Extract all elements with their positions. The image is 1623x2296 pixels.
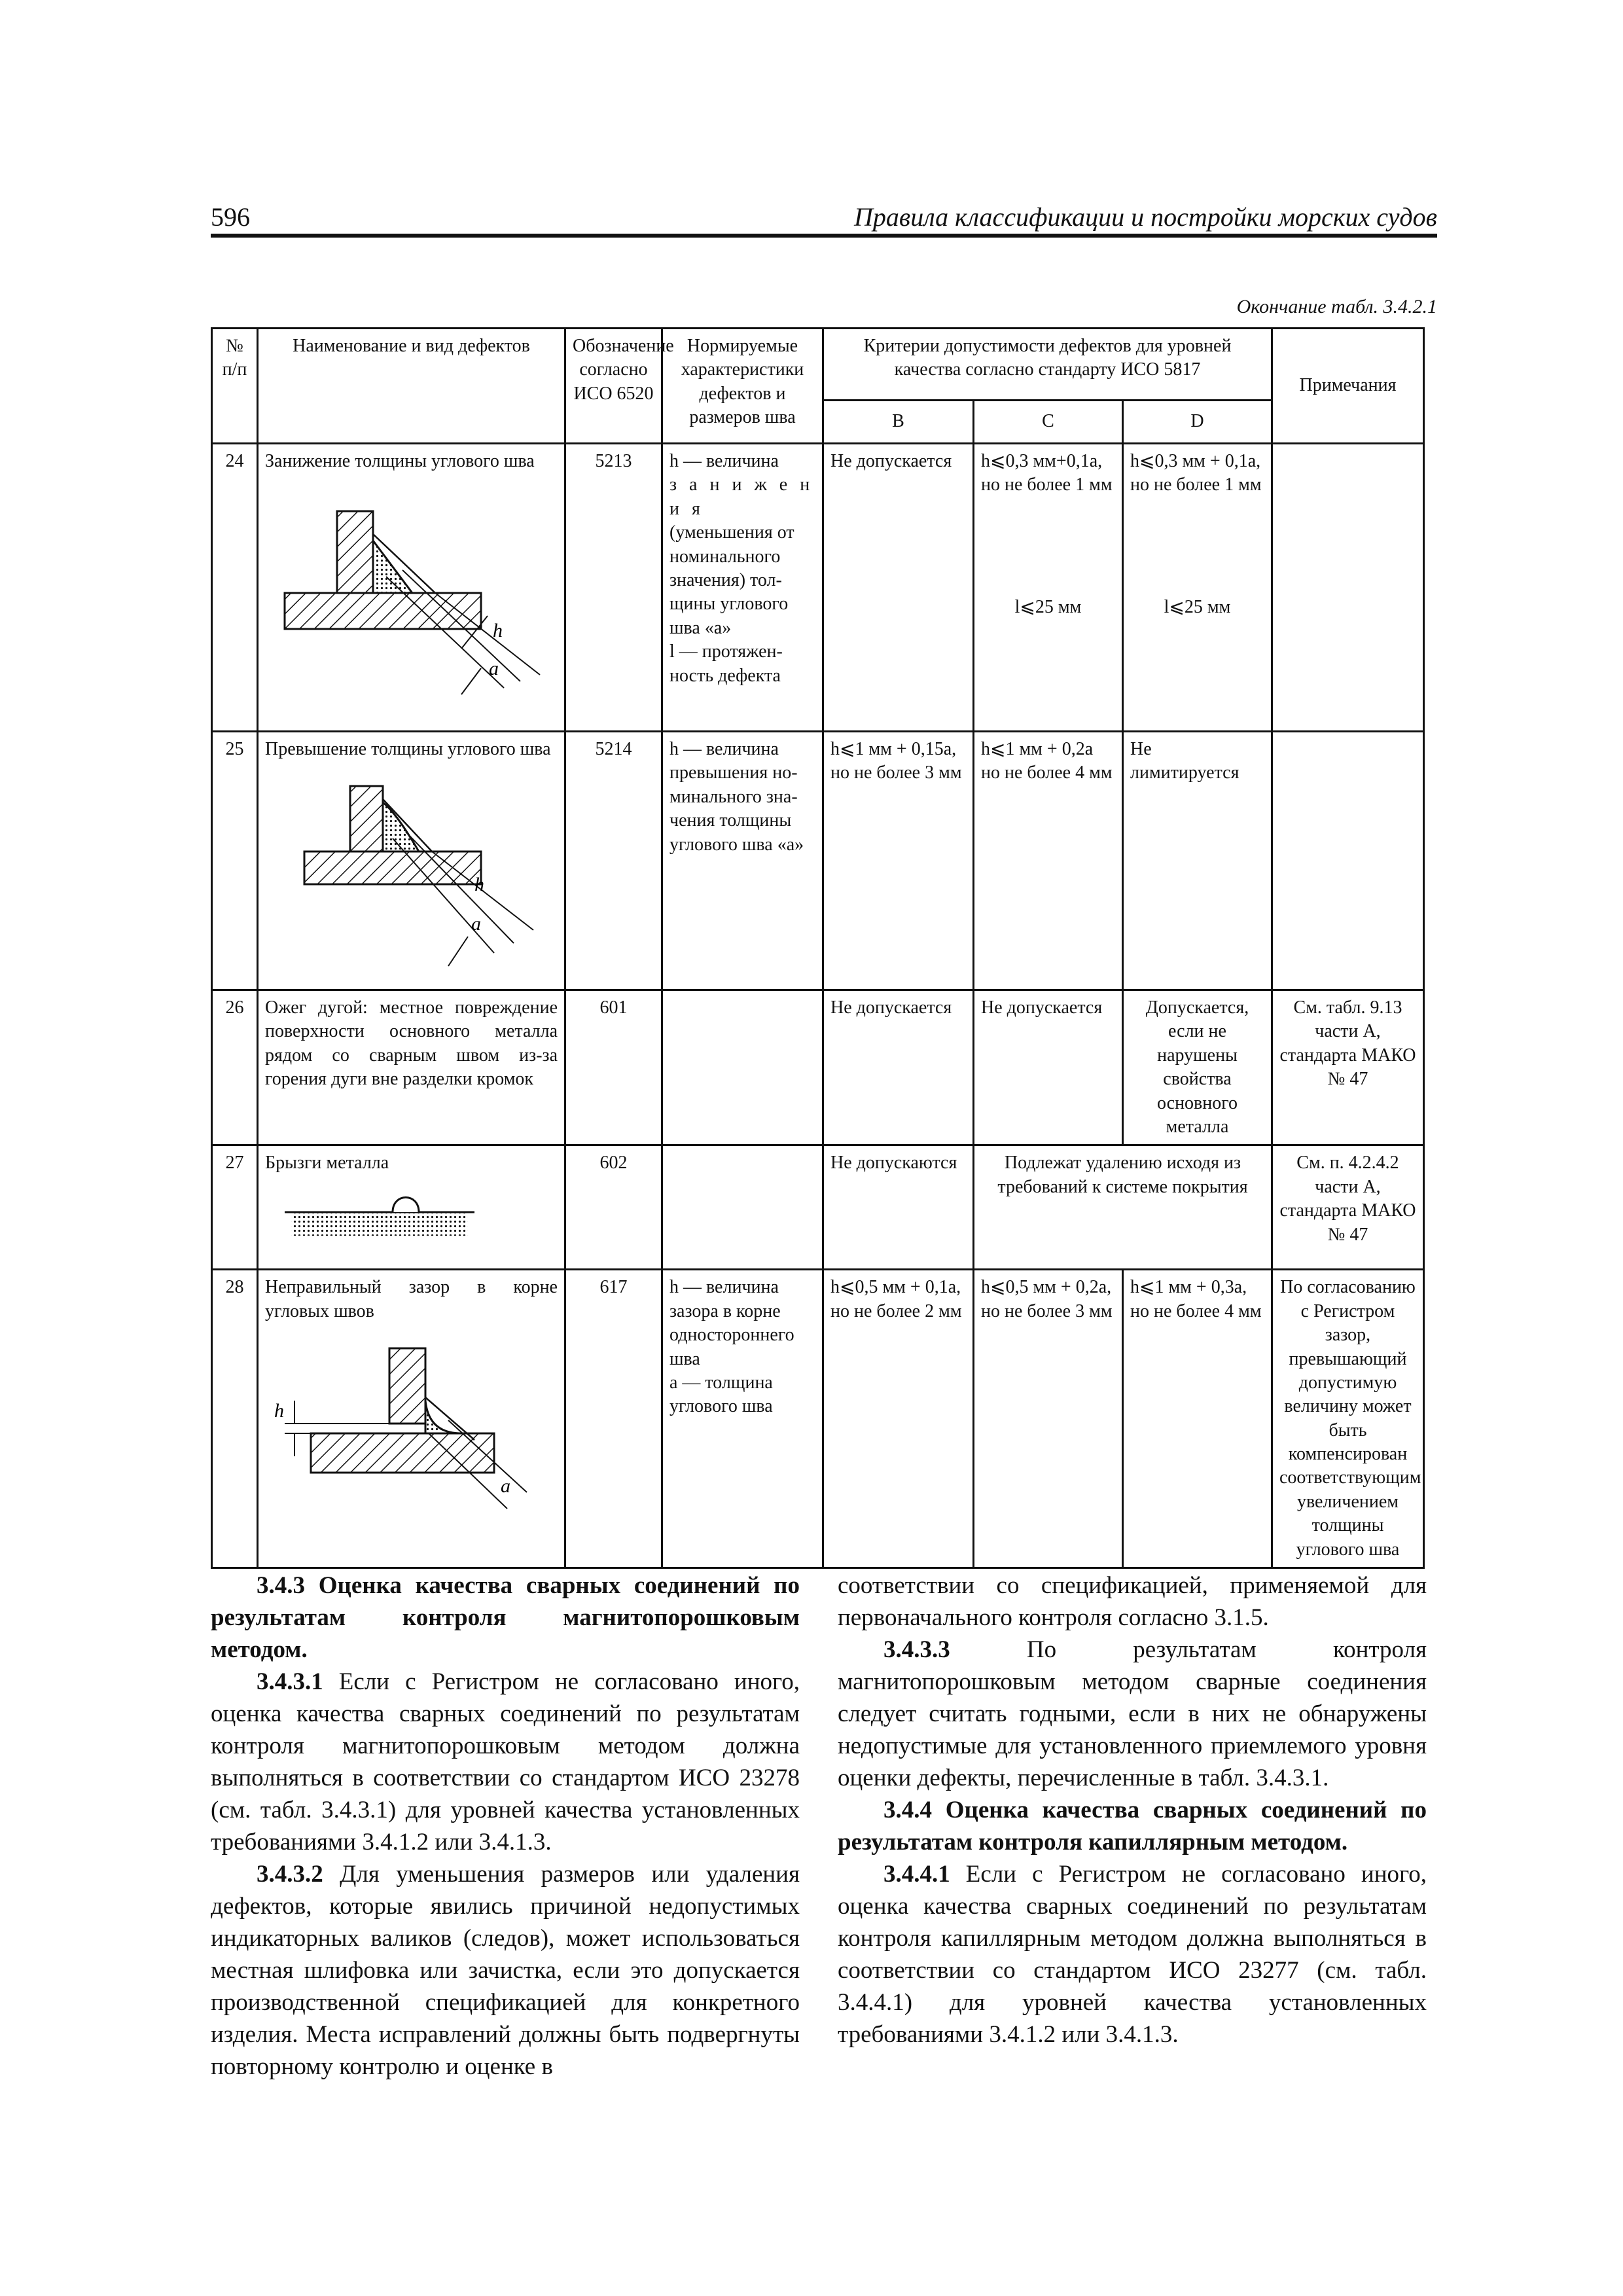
row-num: 26 [212, 990, 258, 1145]
note-cell: По согласованию с Регистром зазор, превышающий допустимую величину может быть компенсирован соответствующим увеличением толщины углового шва [1272, 1270, 1424, 1568]
note-cell [1272, 732, 1424, 990]
level-d-length: l⩽25 мм [1164, 596, 1231, 617]
table-row [212, 1145, 1424, 1270]
excess-weld-figure [265, 773, 553, 969]
defect-name: Превышение толщины углового шва [265, 739, 551, 759]
level-b-value: Не допускается [823, 990, 974, 1145]
char-line: превышения но- [669, 762, 798, 783]
figure-label-h: h [493, 620, 503, 642]
iso-code: 617 [565, 1270, 662, 1568]
spatter-figure [265, 1187, 553, 1240]
level-c-length: l⩽25 мм [1014, 596, 1082, 617]
char-line: зазора в корне [669, 1300, 781, 1321]
header-characteristics: Нормируемые характеристики дефектов и размеров шва [662, 329, 823, 444]
table-caption: Окончание табл. 3.4.2.1 [1236, 296, 1437, 317]
level-b-value: h⩽0,5 мм + 0,1a, [830, 1277, 961, 1298]
level-b-value: Не допускаются [823, 1145, 974, 1270]
level-cd-value: Подлежат удалению исходя из требований к системе покрытия [974, 1145, 1272, 1270]
level-b-value: но не более 2 мм [830, 1300, 962, 1321]
root-gap-figure [265, 1335, 553, 1518]
para-num-3-4-3-2: 3.4.3.2 [257, 1861, 323, 1888]
para-3-4-3-2: Для уменьшения размеров или удаления дефектов, которые явились причиной недопустимых индикаторных валиков (следов), может использоваться местная шлифовка или зачистка, если это допускается производственной спецификацией для конкретного изделия. Места исправлений должны быть подвергнуты повторному контролю и оценке в [211, 1861, 800, 2080]
char-line: одностороннего [669, 1325, 794, 1346]
char-line: ность дефекта [669, 665, 781, 686]
char-line: (уменьшения от [669, 522, 794, 543]
right-column [838, 1570, 1427, 2051]
level-b-value: но не более 3 мм [830, 762, 962, 783]
level-d-value: h⩽1 мм + 0,3a, [1130, 1277, 1247, 1298]
row-num: 28 [212, 1270, 258, 1568]
figure-label-h: h [274, 1400, 284, 1422]
level-d-value: но не более 1 мм [1130, 475, 1262, 495]
table-row [212, 732, 1424, 990]
characteristics-cell [662, 1270, 823, 1568]
char-line: углового шва [669, 1396, 773, 1417]
level-c-value: но не более 3 мм [981, 1300, 1113, 1321]
characteristics-cell [662, 1145, 823, 1270]
iso-code: 5213 [565, 444, 662, 732]
header-designation: Обозначение согласно ИСО 6520 [565, 329, 662, 444]
row-num: 25 [212, 732, 258, 990]
char-line: углового шва «a» [669, 834, 804, 855]
level-b-value: Не допускается [823, 444, 974, 732]
char-line: h — величина [669, 739, 779, 759]
figure-label-a: a [471, 913, 481, 935]
char-line: чения толщины [669, 810, 792, 831]
level-c-cell [974, 444, 1123, 732]
left-column [211, 1570, 800, 2083]
level-c-cell [974, 1270, 1123, 1568]
level-d-value: h⩽0,3 мм + 0,1a, [1130, 451, 1261, 471]
para-3-4-4-1: Если с Регистром не согласовано иного, оценка качества сварных соединений по результатам контроля капиллярным методом должна выполняться в соответствии со стандартом ИСО 23277 (см. табл. 3.4.4.1) для уровней качества установленных требованиями 3.4.1.2 или 3.4.1.3. [838, 1861, 1427, 2048]
char-line: шва «a» [669, 617, 732, 638]
underfill-weld-figure [265, 485, 553, 701]
level-c-cell [974, 732, 1123, 990]
level-d-value: Допускается, если не нарушены свойства основного металла [1123, 990, 1272, 1145]
note-cell: См. п. 4.2.4.2 части A, стандарта МАКО № 47 [1272, 1145, 1424, 1270]
iso-code: 601 [565, 990, 662, 1145]
page-number: 596 [211, 202, 250, 232]
char-line: минального зна- [669, 786, 798, 807]
para-num-3-4-4-1: 3.4.4.1 [883, 1861, 950, 1888]
char-line: номинального [669, 546, 781, 567]
level-c-value: Не допускается [974, 990, 1123, 1145]
defect-cell [258, 732, 565, 990]
section-heading-3-4-3: 3.4.3 Оценка качества сварных соединений по результатам контроля магнитопорошковым методом. [211, 1572, 800, 1663]
row-num: 24 [212, 444, 258, 732]
level-c-value: но не более 4 мм [981, 762, 1113, 783]
char-line: l — протяжен- [669, 641, 783, 662]
level-c-value: h⩽0,5 мм + 0,2a, [981, 1277, 1112, 1298]
level-c-value: но не более 1 мм [981, 475, 1113, 495]
row-num: 27 [212, 1145, 258, 1270]
defect-cell [258, 1270, 565, 1568]
header-criteria: Критерии допустимости дефектов для уровней качества согласно стандарту ИСО 5817 [823, 329, 1272, 401]
defect-cell [258, 1145, 565, 1270]
table-row [212, 1270, 1424, 1568]
table-row [212, 990, 1424, 1145]
level-d-cell [1123, 444, 1272, 732]
para-3-4-3-1: Если с Регистром не согласовано иного, оценка качества сварных соединений по результатам контроля магнитопорошковым методом должна выполняться в соответствии со стандартом ИСО 23278 (см. табл. 3.4.3.1) для уровней качества установленных требованиями 3.4.1.2 или 3.4.1.3. [211, 1668, 800, 1856]
char-line: h — величина [669, 1277, 779, 1298]
characteristics-cell [662, 444, 823, 732]
iso-code: 5214 [565, 732, 662, 990]
characteristics-cell [662, 732, 823, 990]
level-d-value: но не более 4 мм [1130, 1300, 1262, 1321]
char-line: h — величина [669, 451, 779, 471]
char-line: шва [669, 1348, 700, 1369]
table-row [212, 444, 1424, 732]
header-notes: Примечания [1272, 329, 1424, 444]
defects-table [211, 327, 1425, 1569]
char-line: щины углового [669, 594, 789, 615]
para-3-4-3-2-continued: соответствии со спецификацией, применяемой для первоначального контроля согласно 3.1.5. [838, 1572, 1427, 1631]
defect-name: Неправильный зазор в корне угловых швов [265, 1277, 558, 1321]
header-rule [211, 234, 1437, 238]
figure-label-a: a [489, 658, 499, 680]
char-line: з а н и ж е н и я [669, 475, 814, 519]
level-d-cell [1123, 1270, 1272, 1568]
defect-cell [258, 444, 565, 732]
running-title: Правила классификации и постройки морских судов [853, 202, 1437, 232]
level-b-value: h⩽1 мм + 0,15a, [830, 739, 957, 759]
header-level-d: D [1123, 401, 1272, 444]
level-c-value: h⩽1 мм + 0,2a [981, 739, 1094, 759]
char-line: значения) тол- [669, 569, 782, 590]
note-cell [1272, 444, 1424, 732]
characteristics-cell [662, 990, 823, 1145]
figure-label-h: h [474, 874, 484, 896]
iso-code: 602 [565, 1145, 662, 1270]
level-b-cell [823, 1270, 974, 1568]
level-b-cell [823, 732, 974, 990]
defect-name: Занижение толщины углового шва [265, 451, 535, 471]
defect-name: Брызги металла [265, 1153, 389, 1174]
level-d-value: Не лимитируется [1123, 732, 1272, 990]
para-num-3-4-3-1: 3.4.3.1 [257, 1668, 323, 1695]
section-heading-3-4-4: 3.4.4 Оценка качества сварных соединений по результатам контроля капиллярным методом. [838, 1797, 1427, 1856]
defect-name: Ожег дугой: местное повреждение поверхности основного металла рядом со сварным швом из-за горения дуги вне разделки кромок [258, 990, 565, 1145]
header-name: Наименование и вид дефектов [258, 329, 565, 444]
header-level-b: B [823, 401, 974, 444]
para-3-4-3-3: По результатам контроля магнитопорошковым методом сварные соединения следует считать годными, если в них не обнаружены недопустимые для установленного приемлемого уровня оценки дефекты, перечисленные в табл. 3.4.3.1. [838, 1636, 1427, 1791]
figure-label-a: a [501, 1475, 510, 1498]
header-level-c: C [974, 401, 1123, 444]
level-c-value: h⩽0,3 мм+0,1a, [981, 451, 1103, 471]
note-cell: См. табл. 9.13 части A, стандарта МАКО № 47 [1272, 990, 1424, 1145]
header-num: № п/п [212, 329, 258, 444]
char-line: a — толщина [669, 1372, 773, 1393]
para-num-3-4-3-3: 3.4.3.3 [883, 1636, 950, 1663]
